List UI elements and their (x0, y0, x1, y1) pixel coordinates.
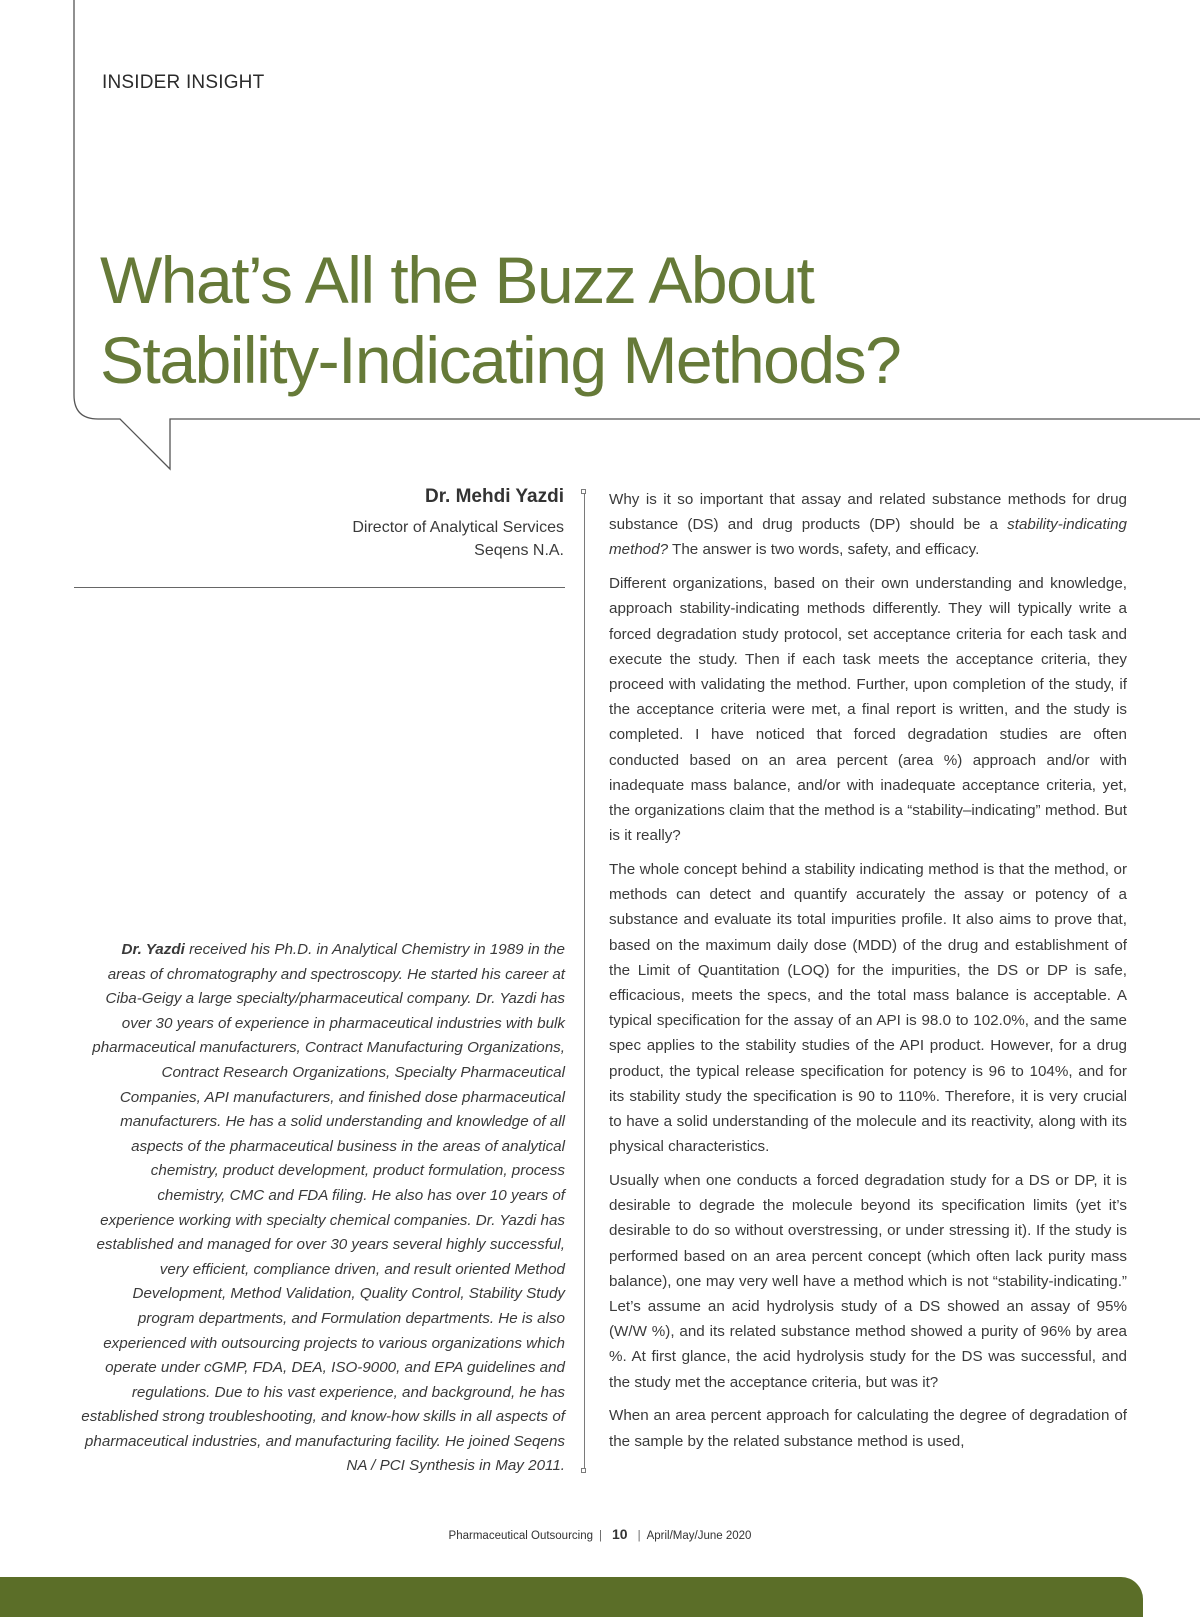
footer-publication: Pharmaceutical Outsourcing (448, 1530, 594, 1542)
page-number: 10 (612, 1526, 628, 1542)
paragraph-4: Usually when one conducts a forced degradation study for a DS or DP, it is desirable to degrade the molecule beyond its specification limits (yet it’s desirable to do so without overstressing, or under stressing it). If the study is performed based on an area percent concept (which often lack purity mass balance), one may very well have a method which is not “stability-indicating.” Let’s assume an acid hydrolysis study of a DS showed an assay of 95% (W/W %), and its related substance method showed a purity of 96% by area %. At first glance, the acid hydrolysis study for the DS was successful, and the study met the acceptance criteria, but was it? (609, 1172, 1127, 1391)
author-divider (74, 587, 565, 588)
footer-color-bar (0, 1577, 1143, 1617)
paragraph-3: The whole concept behind a stability indicating method is that the method, or methods can detect and quantify accurately the assay or potency of a substance and evaluate its total impurities profile. It also aims to prove that, based on the maximum daily dose (MDD) of the drug and establishment of the Limit of Quantitation (LOQ) for the impurities, the DS or DP is safe, efficacious, meets the specs, and the total mass balance is acceptable. A typical specification for the assay of an API is 98.0 to 102.0%, and the same spec applies to the stability studies of the API product. However, for a drug product, the typical release specification for potency is 96 to 104%, and for its stability study the specification is 90 to 110%. Therefore, it is very crucial to have a solid understanding of the molecule and its reactivity, along with its physical characteristics. (609, 861, 1127, 1156)
article-headline (100, 240, 1100, 400)
footer-issue: April/May/June 2020 (646, 1530, 752, 1542)
paragraph-2: Different organizations, based on their own understanding and knowledge, approach stability-indicating methods differently. They will typically write a forced degradation study protocol, set acceptance criteria for each task and execute the study. Then if each task meets the acceptance criteria, they proceed with validating the method. Further, upon completion of the study, if the acceptance criteria were met, a final report is written, and the study is completed. I have noticed that forced degradation studies are often conducted based on an area percent (area %) approach and/or with inadequate mass balance, and/or with inadequate acceptance criteria, yet, the organizations claim that the method is a “stability–indicating” method. But is it really? (609, 575, 1127, 845)
page-footer (0, 1526, 1200, 1542)
author-organization: Seqens N.A. (474, 542, 564, 559)
headline-line-1: What’s All the Buzz About (100, 243, 814, 317)
section-label: INSIDER INSIGHT (102, 72, 265, 93)
author-role: Director of Analytical Services (352, 519, 564, 536)
paragraph-5: When an area percent approach for calculating the degree of degradation of the sample by the related substance method is used, (609, 1407, 1127, 1450)
author-block (84, 486, 564, 562)
headline-line-2: Stability-Indicating Methods? (100, 323, 901, 397)
column-divider-cap-bottom (581, 1468, 586, 1473)
p1-italic: stability-indicating method? (609, 516, 1127, 559)
paragraph-1 (609, 487, 1127, 563)
article-body (609, 487, 1127, 1462)
column-divider-cap-top (581, 489, 586, 494)
p1-start: Why is it so important that assay and related substance methods for drug substance (DS) and drug products (DP) should be a (609, 491, 1127, 534)
author-name: Dr. Mehdi Yazdi (424, 486, 564, 507)
p1-end: The answer is two words, safety, and efficacy. (668, 541, 980, 559)
footer-separator: | (637, 1530, 641, 1542)
footer-separator: | (599, 1530, 603, 1542)
bio-lead: Dr. Yazdi (121, 941, 185, 958)
column-divider (584, 491, 585, 1471)
author-bio (80, 938, 565, 1479)
bio-text: received his Ph.D. in Analytical Chemistry in 1989 in the areas of chromatography and spectroscopy. He started his career at Ciba-Geigy a large specialty/pharmaceutical company. Dr. Yazdi has over 30 years of experience in pharmaceutical industries with bulk pharmaceutical manufacturers, Contract Manufacturing Organizations, Contract Research Organizations, Specialty Pharmaceutical Companies, API manufacturers, and finished dose pharmaceutical manufacturers. He has a solid understanding and knowledge of all aspects of the pharmaceutical business in the areas of analytical chemistry, product development, product formulation, process chemistry, CMC and FDA filing. He also has over 10 years of experience working with specialty chemical companies. Dr. Yazdi has established and managed for over 30 years several highly successful, very efficient, compliance driven, and result oriented Method Development, Method Validation, Quality Control, Stability Study program departments, and Formulation departments. He is also experienced with outsourcing projects to various organizations which operate under cGMP, FDA, DEA, ISO-9000, and EPA guidelines and regulations. Due to his vast experience, and background, he has established strong troubleshooting, and know-how skills in all aspects of pharmaceutical industries, and manufacturing facility. He joined Seqens NA / PCI Synthesis in May 2011. (81, 941, 565, 1475)
